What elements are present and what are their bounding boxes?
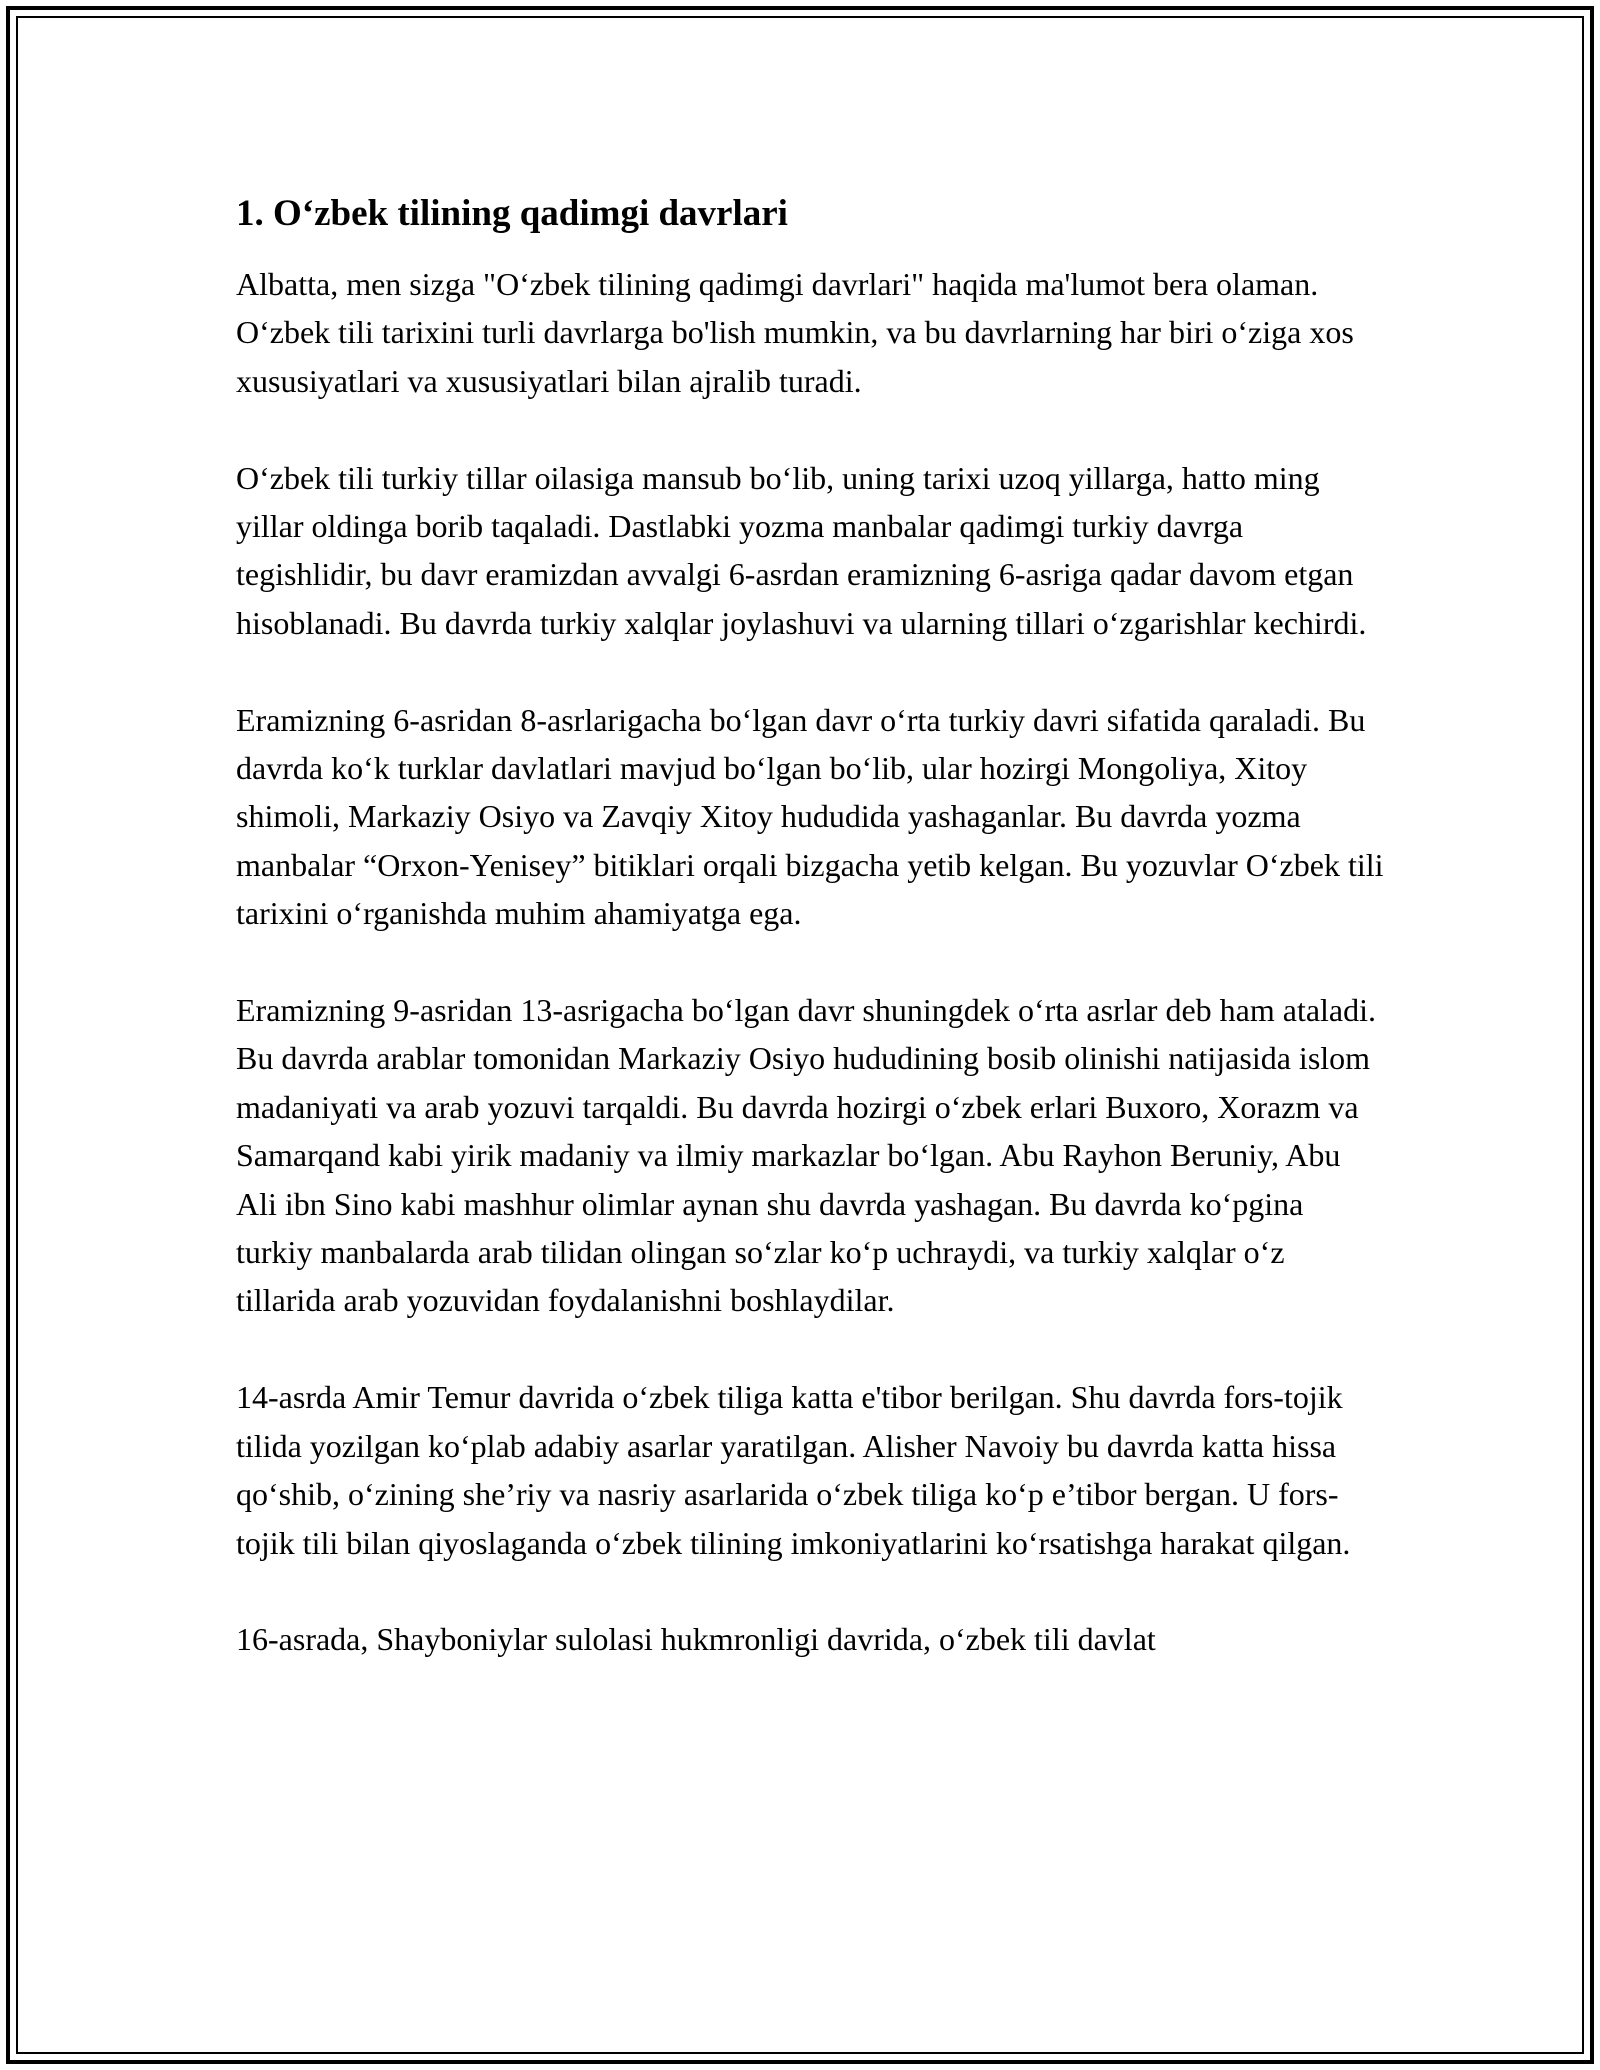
paragraph-shaybanid-era: 16-asrada, Shayboniylar sulolasi hukmronligi davrida, o‘zbek tili davlat [236, 1621, 1156, 1658]
document-body [236, 188, 1386, 1664]
paragraph-intro: Albatta, men sizga "O‘zbek tilining qadimgi davrlari" haqida ma'lumot bera olaman. O‘zbek tili tarixini turli davrlarga bo'lish mumkin, va bu davrlarning har biri o‘ziga xos xususiyatlari va xususiyatlari bilan ajralib turadi. [236, 266, 1354, 399]
paragraph-middle-ages: Eramizning 9-asridan 13-asrigacha bo‘lgan davr shuningdek o‘rta asrlar deb ham ataladi. Bu davrda arablar tomonidan Markaziy Osiyo hududining bosib olinishi natijasida islom madaniyati va arab yozuvi tarqaldi. Bu davrda hozirgi o‘zbek erlari Buxoro, Xorazm va Samarqand kabi yirik madaniy va ilmiy markazlar bo‘lgan. Abu Rayhon Beruniy, Abu Ali ibn Sino kabi mashhur olimlar aynan shu davrda yashagan. Bu davrda ko‘pgina turkiy manbalarda arab tilidan olingan so‘zlar ko‘p uchraydi, va turkiy xalqlar o‘z tillarida arab yozuvidan foydalanishni boshlaydilar. [236, 992, 1377, 1319]
paragraph-timurid-era: 14-asrda Amir Temur davrida o‘zbek tiliga katta e'tibor berilgan. Shu davrda fors-tojik tilida yozilgan ko‘plab adabiy asarlar yaratilgan. Alisher Navoiy bu davrda katta hissa qo‘shib, o‘zining she’riy va nasriy asarlarida o‘zbek tiliga ko‘p e’tibor bergan. U fors-tojik tili bilan qiyoslaganda o‘zbek tilining imkoniyatlarini ko‘rsatishga harakat qilgan. [236, 1379, 1351, 1561]
section-title: 1. O‘zbek tilining qadimgi davrlari [236, 193, 788, 234]
paragraph-ancient-turkic: O‘zbek tili turkiy tillar oilasiga mansub bo‘lib, uning tarixi uzoq yillarga, hatto ming yillar oldinga borib taqaladi. Dastlabki yozma manbalar qadimgi turkiy davrga tegishlidir, bu davr eramizdan avvalgi 6-asrdan eramizning 6-asriga qadar davom etgan hisoblanadi. Bu davrda turkiy xalqlar joylashuvi va ularning tillari o‘zgarishlar kechirdi. [236, 459, 1367, 641]
paragraph-middle-turkic: Eramizning 6-asridan 8-asrlarigacha bo‘lgan davr o‘rta turkiy davri sifatida qaraladi. Bu davrda ko‘k turklar davlatlari mavjud bo‘lgan bo‘lib, ular hozirgi Mongoliya, Xitoy shimoli, Markaziy Osiyo va Zavqiy Xitoy hududida yashaganlar. Bu davrda yozma manbalar “Orxon-Yenisey” bitiklari orqali bizgacha yetib kelgan. Bu yozuvlar O‘zbek tili tarixini o‘rganishda muhim ahamiyatga ega. [236, 701, 1384, 932]
